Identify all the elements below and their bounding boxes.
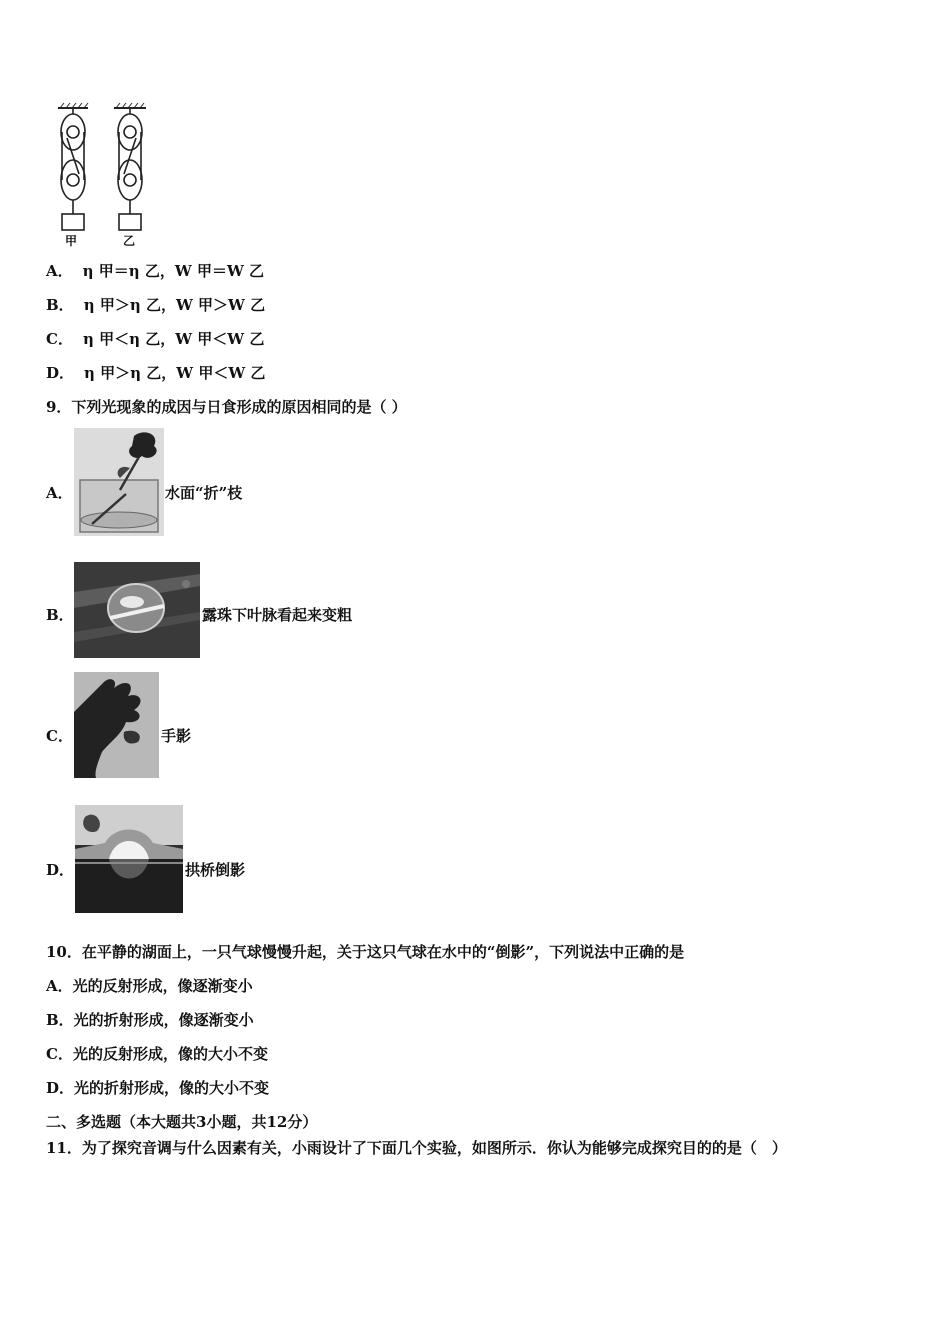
- pulley-figure: [52, 100, 162, 250]
- q8-option-b: [46, 295, 265, 315]
- q8-option-b-text: η 甲＞η 乙，W 甲＞W 乙: [83, 296, 266, 314]
- q9-option-b-letter: B．: [46, 606, 74, 624]
- q9-option-d-letter: D．: [46, 861, 75, 879]
- q11-stem: 11．为了探究音调与什么因素有关，小雨设计了下面几个实验，如图所示．你认为能够完成探究目的的是（ ）: [46, 1139, 787, 1157]
- q8-option-c: [46, 329, 264, 349]
- q9-option-a-caption: 水面“折”枝: [165, 484, 243, 502]
- q9-option-b-image: [74, 562, 200, 658]
- q8-option-a-text: η 甲＝η 乙，W 甲＝W 乙: [82, 262, 265, 280]
- q10-option-c: C．光的反射形成，像的大小不变: [46, 1045, 268, 1063]
- q8-option-c-text: η 甲＜η 乙，W 甲＜W 乙: [82, 330, 265, 348]
- q8-option-b-letter: B．: [46, 296, 74, 314]
- q8-option-d-letter: D．: [46, 364, 75, 382]
- q8-option-a: [46, 261, 264, 281]
- q9-stem: 9．下列光现象的成因与日食形成的原因相同的是（ ）: [46, 398, 407, 416]
- q9-option-a-image: [74, 428, 164, 536]
- q9-option-d-caption: 拱桥倒影: [185, 861, 246, 879]
- q10-option-a: A．光的反射形成，像逐渐变小: [46, 977, 253, 995]
- q8-option-a-letter: A．: [46, 262, 73, 280]
- q9-option-d-image: [75, 805, 183, 913]
- q10-option-d: D．光的折射形成，像的大小不变: [46, 1079, 270, 1097]
- q8-option-c-letter: C．: [46, 330, 73, 348]
- q9-option-c-letter: C．: [46, 727, 73, 745]
- q9-option-b-caption: 露珠下叶脉看起来变粗: [202, 606, 353, 624]
- q8-option-d: [46, 363, 265, 383]
- section-heading: 二、多选题（本大题共3小题，共12分）: [46, 1113, 318, 1131]
- q9-option-c-image: [74, 672, 159, 778]
- q9-option-a-letter: A．: [46, 484, 73, 502]
- q10-option-b: B．光的折射形成，像逐渐变小: [46, 1011, 254, 1029]
- q10-stem: 10．在平静的湖面上，一只气球慢慢升起，关于这只气球在水中的“倒影”，下列说法中正确的是: [46, 943, 685, 961]
- q9-option-c-caption: 手影: [161, 727, 192, 745]
- q8-option-d-text: η 甲＞η 乙，W 甲＜W 乙: [84, 364, 266, 382]
- pulley-label-jia: 甲: [65, 234, 78, 248]
- pulley-label-yi: 乙: [123, 234, 136, 248]
